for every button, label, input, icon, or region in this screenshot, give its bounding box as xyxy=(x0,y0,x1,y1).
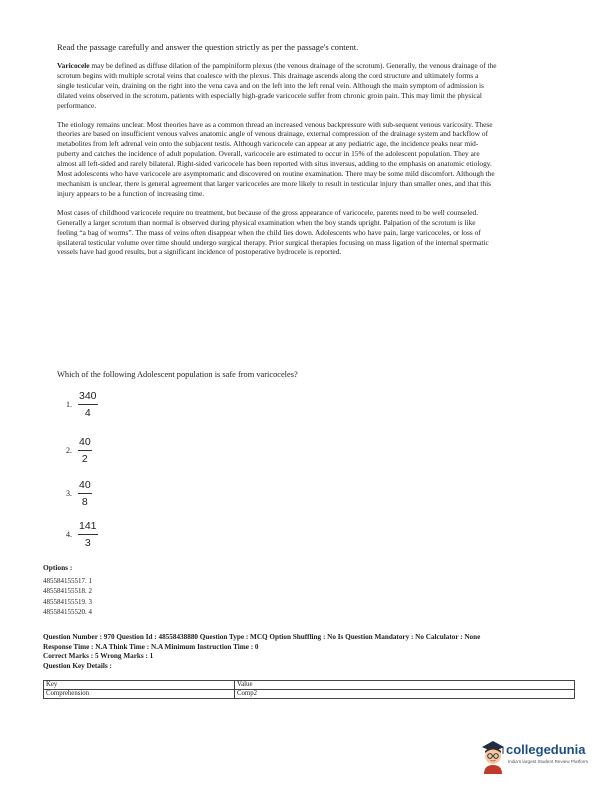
paragraph-1-text: may be defined as diffuse dilation of the pampiniform plexus (the venous drainage of the scrotum). Generally, the venous drainage of the scrotum begins with multiple scrotal veins that coalesce with the plexus. This drainage ascends along the cord structure and ultimately forms a single testicular vein, draining on the right into the vena cava and on the left into the left renal vein. Although the main symptom of admission is dilated veins observed in the scrotum, patients with especially high-grade varicocele suffer from chronic groin pain. This may limit the physical performance. xyxy=(57,61,497,110)
meta-line-4: Question Key Details : xyxy=(43,661,112,670)
question-text: Which of the following Adolescent population is safe from varicoceles? xyxy=(57,370,298,379)
numerator: 40 xyxy=(79,436,91,448)
meta-line-1: Question Number : 970 Question Id : 48558438880 Question Type : MCQ Option Shuffling : No Is Question Mandatory : No Calculator : None xyxy=(43,633,481,641)
denominator: 4 xyxy=(84,407,91,419)
option-id-1: 485584155517. 1 xyxy=(43,577,92,585)
passage-paragraph-2: The etiology remains unclear. Most theories have as a common thread an increased venous backpressure with sub-sequent venous varicosity. These theories are based on insufficient venous valves anatomic angle of venous drainage, external compression of the drainage system and backflow of metabolites from left adrenal vein onto the subjacent testis. Although varicocele can appear at any pediatric age, the incidence peaks near mid-puberty and catches the incidence of adult population. Overall, varicocele are estimated to occur in 15% of the adolescent population. They are almost all left-sided and rarely bilateral. Right-sided varicocele has been reported with situs inversus, adding to the emphasis on anatomic etiology. Most adolescents who have varicocele are asymptomatic and discovered on routine examination. There may be some mild discomfort. Although the mechanism is unclear, there is general agreement that larger varicoceles are more likely to result in testicular injury than smaller ones, and that this injury appears to be a function of increasing time. xyxy=(57,119,495,198)
passage-paragraph-3: Most cases of childhood varicocele require no treatment, but because of the gross appearance of varicocele, parents need to be well counseled. Generally a larger scrotum than normal is observed during physical examination when the boy stands upright. Palpation of the scrotum is like feeling “a bag of worms”. The mass of veins often disappear when the child lies down. Adolescents who have pain, large varicoceles, or loss of ipsilateral testicular volume over time should undergo surgical therapy. Prior surgical therapies focusing on mass ligation of the internal spermatic vessels have had good results, but a significant incidence of postoperative hydrocele is reported. xyxy=(57,207,489,257)
options-label: Options : xyxy=(43,563,73,572)
instruction-text: Read the passage carefully and answer the question strictly as per the passage's content. xyxy=(57,42,359,52)
header-value: Value xyxy=(235,681,575,690)
question-metadata xyxy=(43,633,583,671)
student-mascot-icon xyxy=(478,738,508,774)
choice-number: 2. xyxy=(66,446,72,455)
fraction xyxy=(78,436,92,465)
logo-wordmark: collegedunia xyxy=(506,742,586,757)
choice-3[interactable] xyxy=(66,479,92,508)
choice-4[interactable] xyxy=(66,520,98,549)
table-header-row xyxy=(44,681,575,690)
meta-line-3: Correct Marks : 5 Wrong Marks : 1 xyxy=(43,652,154,661)
passage-paragraph-1 xyxy=(57,61,497,111)
choice-number: 1. xyxy=(66,400,72,409)
choice-2[interactable] xyxy=(66,436,92,465)
meta-line-2: Response Time : N.A Think Time : N.A Minimum Instruction Time : 0 xyxy=(43,642,259,651)
cell-key: Comprehension xyxy=(44,690,235,699)
logo-tagline: India's largest Student Review Platform xyxy=(508,759,589,764)
collegedunia-logo xyxy=(478,738,603,778)
numerator: 141 xyxy=(79,520,97,532)
fraction xyxy=(78,390,98,419)
passage-block xyxy=(57,42,497,266)
choice-number: 4. xyxy=(66,530,72,539)
option-id-2: 485584155518. 2 xyxy=(43,587,92,596)
denominator: 2 xyxy=(81,453,88,465)
table-row xyxy=(44,690,575,699)
denominator: 8 xyxy=(81,496,88,508)
denominator: 3 xyxy=(84,537,91,549)
header-key: Key xyxy=(44,681,235,690)
option-id-4: 485584155520. 4 xyxy=(43,608,92,617)
cell-value: Comp2 xyxy=(235,690,575,699)
key-details-table xyxy=(43,680,575,699)
options-list xyxy=(43,576,92,618)
option-id-3: 485584155519. 3 xyxy=(43,597,92,606)
numerator: 340 xyxy=(79,390,97,402)
fraction xyxy=(78,520,98,549)
choice-number: 3. xyxy=(66,489,72,498)
fraction xyxy=(78,479,92,508)
numerator: 40 xyxy=(79,479,91,491)
term-varicocele: Varicocele xyxy=(57,61,90,70)
choice-1[interactable] xyxy=(66,390,98,419)
